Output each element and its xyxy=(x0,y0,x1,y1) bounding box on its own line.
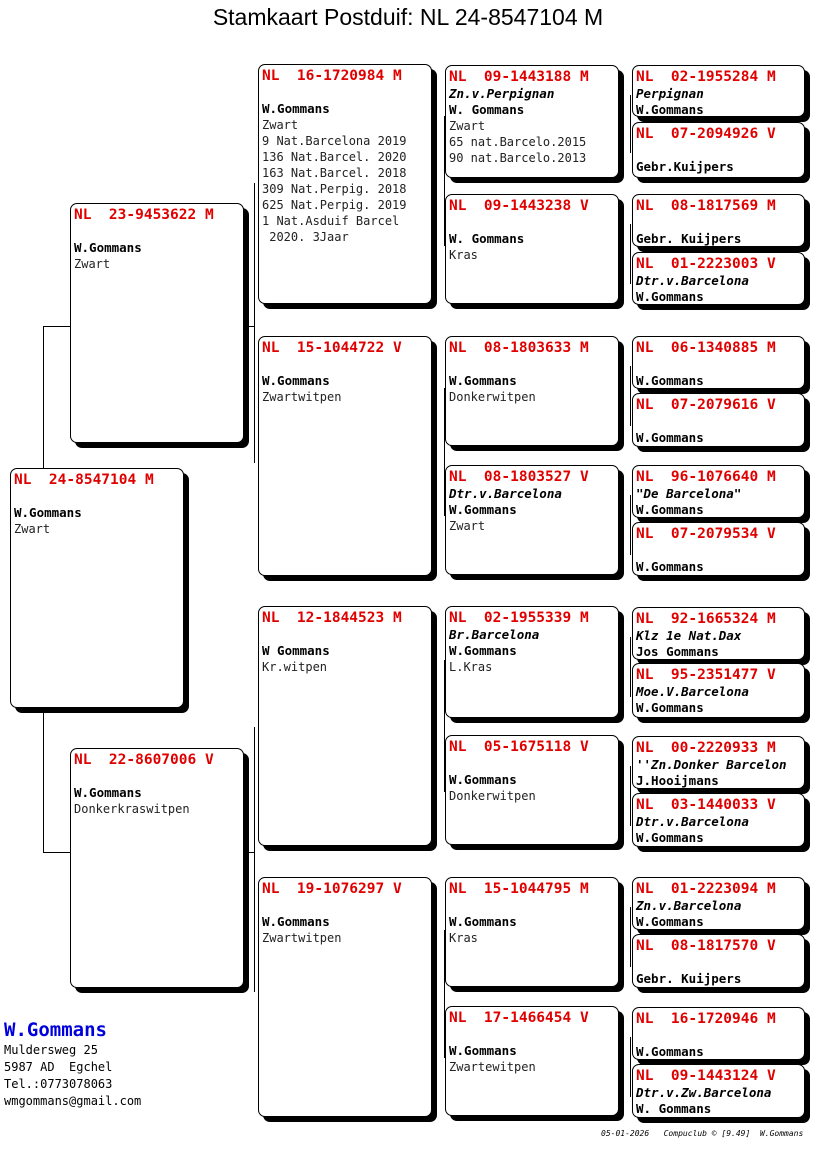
breeder-name: W.Gommans xyxy=(636,1044,704,1059)
pigeon-detail: Kras xyxy=(449,248,478,262)
breeder-name: W.Gommans xyxy=(449,643,517,658)
breeder-name: W Gommans xyxy=(262,643,330,658)
connector-line xyxy=(630,95,631,153)
ring-number: NL 08-1803633 M xyxy=(449,340,589,356)
spacer xyxy=(449,357,615,373)
pigeon-remark: Moe.V.Barcelona xyxy=(636,684,749,699)
ring-number: NL 16-1720946 M xyxy=(636,1011,776,1027)
pigeon-detail: 65 nat.Barcelo.2015 xyxy=(449,135,587,149)
pigeon-detail: 163 Nat.Barcel. 2018 xyxy=(262,166,407,180)
breeder-name: W.Gommans xyxy=(636,373,704,388)
ring-number: NL 07-2079616 V xyxy=(636,397,776,413)
ring-number: NL 16-1720984 M xyxy=(262,68,402,84)
breeder-name: W.Gommans xyxy=(74,785,142,800)
ring-number: NL 12-1844523 M xyxy=(262,610,402,626)
breeder-name: W.Gommans xyxy=(636,289,704,304)
ring-number: NL 09-1443124 V xyxy=(636,1068,776,1084)
pigeon-detail: L.Kras xyxy=(449,660,493,674)
spacer xyxy=(262,357,428,373)
pigeon-remark: Zn.v.Barcelona xyxy=(636,898,742,913)
owner-email: wmgommans@gmail.com xyxy=(4,1094,142,1108)
spacer xyxy=(636,1028,801,1044)
breeder-name: W.Gommans xyxy=(449,772,517,787)
ring-number: NL 09-1443238 V xyxy=(449,198,589,214)
pigeon-detail: Zwartewitpen xyxy=(449,1060,536,1074)
pigeon-card-gen4[interactable] xyxy=(632,122,805,178)
pigeon-card-gen2[interactable] xyxy=(258,64,432,304)
breeder-name: W.Gommans xyxy=(74,240,142,255)
pigeon-card-subject[interactable] xyxy=(10,468,184,708)
pigeon-remark: Dtr.v.Barcelona xyxy=(636,814,749,829)
connector-line xyxy=(245,852,254,853)
pigeon-detail: Kras xyxy=(449,931,478,945)
ring-number: NL 07-2079534 V xyxy=(636,526,776,542)
pigeon-card-gen2[interactable] xyxy=(258,877,432,1117)
spacer xyxy=(636,414,801,430)
pigeon-card-gen3[interactable] xyxy=(445,735,619,845)
pigeon-detail: Zwartwitpen xyxy=(262,390,342,404)
spacer xyxy=(14,489,180,505)
breeder-name: W. Gommans xyxy=(449,231,525,246)
pigeon-detail: 309 Nat.Perpig. 2018 xyxy=(262,182,407,196)
spacer xyxy=(262,627,428,643)
pigeon-detail: 90 nat.Barcelo.2013 xyxy=(449,151,587,165)
owner-phone: Tel.:0773078063 xyxy=(4,1077,113,1091)
owner-info xyxy=(4,1018,141,1110)
ring-number: NL 02-1955284 M xyxy=(636,69,776,85)
pigeon-remark: Dtr.v.Barcelona xyxy=(449,486,562,501)
breeder-name: W.Gommans xyxy=(636,700,704,715)
pigeon-card-gen4[interactable] xyxy=(632,793,805,847)
pigeon-remark: Dtr.v.Barcelona xyxy=(636,273,749,288)
connector-line xyxy=(43,852,70,853)
spacer xyxy=(449,1027,615,1043)
spacer xyxy=(636,955,801,971)
ring-number: NL 23-9453622 M xyxy=(74,207,214,223)
ring-number: NL 05-1675118 V xyxy=(449,739,589,755)
ring-number: NL 95-2351477 V xyxy=(636,667,776,683)
ring-number: NL 00-2220933 M xyxy=(636,740,776,756)
breeder-name: W.Gommans xyxy=(14,505,82,520)
owner-name: W.Gommans xyxy=(4,1019,107,1041)
pigeon-detail: Zwart xyxy=(14,522,51,536)
pigeon-remark: Perpignan xyxy=(636,86,704,101)
ring-number: NL 24-8547104 M xyxy=(14,472,154,488)
spacer xyxy=(74,769,240,785)
breeder-name: J.Hooijmans xyxy=(636,773,719,788)
connector-line xyxy=(630,366,631,426)
pigeon-detail: Kr.witpen xyxy=(262,660,328,674)
ring-number: NL 17-1466454 V xyxy=(449,1010,589,1026)
connector-line xyxy=(630,907,631,967)
connector-line xyxy=(254,727,255,992)
pigeon-detail: Donkerwitpen xyxy=(449,789,536,803)
pigeon-card-mother[interactable] xyxy=(70,748,244,988)
pigeon-card-gen4[interactable] xyxy=(632,194,805,247)
breeder-name: W.Gommans xyxy=(636,559,704,574)
spacer xyxy=(262,85,428,101)
connector-line xyxy=(630,495,631,555)
pigeon-card-gen3[interactable] xyxy=(445,65,619,178)
ring-number: NL 06-1340885 M xyxy=(636,340,776,356)
ring-number: NL 01-2223094 M xyxy=(636,881,776,897)
pigeon-detail: Zwart xyxy=(74,257,111,271)
spacer xyxy=(262,898,428,914)
pigeon-card-gen3[interactable] xyxy=(445,877,619,987)
connector-line xyxy=(630,637,631,697)
pigeon-detail: 9 Nat.Barcelona 2019 xyxy=(262,134,407,148)
pigeon-remark: Klz 1e Nat.Dax xyxy=(636,628,742,643)
pigeon-card-gen4[interactable] xyxy=(632,736,805,789)
pigeon-card-gen4[interactable] xyxy=(632,65,805,117)
pigeon-detail: Zwart xyxy=(449,119,486,133)
ring-number: NL 03-1440033 V xyxy=(636,797,776,813)
breeder-name: Jos Gommans xyxy=(636,644,719,659)
breeder-name: W.Gommans xyxy=(262,914,330,929)
breeder-name: W.Gommans xyxy=(636,914,704,929)
pigeon-card-gen3[interactable] xyxy=(445,465,619,575)
breeder-name: W.Gommans xyxy=(636,430,704,445)
ring-number: NL 15-1044795 M xyxy=(449,881,589,897)
ring-number: NL 22-8607006 V xyxy=(74,752,214,768)
breeder-name: Gebr. Kuijpers xyxy=(636,231,742,246)
owner-street: Muldersweg 25 xyxy=(4,1043,98,1057)
connector-line xyxy=(43,712,44,852)
connector-line xyxy=(43,326,44,468)
pigeon-card-gen4[interactable] xyxy=(632,393,805,447)
connector-line xyxy=(245,326,254,327)
breeder-name: W.Gommans xyxy=(262,373,330,388)
pigeon-remark: "De Barcelona" xyxy=(636,486,742,501)
pigeon-card-gen4[interactable] xyxy=(632,252,805,305)
spacer xyxy=(74,224,240,240)
ring-number: NL 01-2223003 V xyxy=(636,256,776,272)
ring-number: NL 02-1955339 M xyxy=(449,610,589,626)
pigeon-card-gen4[interactable] xyxy=(632,607,805,660)
pigeon-detail: 625 Nat.Perpig. 2019 xyxy=(262,198,407,212)
ring-number: NL 08-1817569 M xyxy=(636,198,776,214)
breeder-name: Gebr. Kuijpers xyxy=(636,971,742,986)
ring-number: NL 07-2094926 V xyxy=(636,126,776,142)
pigeon-card-gen4[interactable] xyxy=(632,336,805,389)
breeder-name: W. Gommans xyxy=(449,102,525,117)
pigeon-detail: Donkerwitpen xyxy=(449,390,536,404)
ring-number: NL 08-1803527 V xyxy=(449,469,589,485)
pigeon-card-gen4[interactable] xyxy=(632,1007,805,1060)
pigeon-remark: Zn.v.Perpignan xyxy=(449,86,555,101)
pigeon-remark: ''Zn.Donker Barcelon xyxy=(636,757,787,772)
page-title: Stamkaart Postduif: NL 24-8547104 M xyxy=(212,4,604,30)
pigeon-card-gen4[interactable] xyxy=(632,1064,805,1118)
pigeon-card-gen3[interactable] xyxy=(445,1006,619,1116)
owner-city: 5987 AD Egchel xyxy=(4,1060,113,1074)
pigeon-card-gen3[interactable] xyxy=(445,606,619,718)
spacer xyxy=(636,543,801,559)
connector-line xyxy=(630,1037,631,1097)
pigeon-card-gen4[interactable] xyxy=(632,522,805,576)
ring-number: NL 92-1665324 M xyxy=(636,611,776,627)
pigeon-card-gen4[interactable] xyxy=(632,934,805,988)
pigeon-card-gen4[interactable] xyxy=(632,877,805,930)
pigeon-card-father[interactable] xyxy=(70,203,244,443)
breeder-name: W.Gommans xyxy=(449,502,517,517)
pigeon-card-gen4[interactable] xyxy=(632,663,805,718)
spacer xyxy=(636,357,801,373)
connector-line xyxy=(630,224,631,284)
pigeon-card-gen3[interactable] xyxy=(445,194,619,304)
spacer xyxy=(449,215,615,231)
breeder-name: W.Gommans xyxy=(449,914,517,929)
breeder-name: W.Gommans xyxy=(636,502,704,517)
pigeon-remark: Br.Barcelona xyxy=(449,627,540,642)
connector-line xyxy=(630,766,631,826)
connector-line xyxy=(254,183,255,463)
pigeon-detail: Zwart xyxy=(449,519,486,533)
breeder-name: W. Gommans xyxy=(636,1101,712,1116)
ring-number: NL 19-1076297 V xyxy=(262,881,402,897)
pigeon-detail: Zwartwitpen xyxy=(262,931,342,945)
breeder-name: Gebr.Kuijpers xyxy=(636,159,734,174)
connector-line xyxy=(43,326,70,327)
pigeon-detail: 1 Nat.Asduif Barcel xyxy=(262,214,400,228)
ring-number: NL 08-1817570 V xyxy=(636,938,776,954)
footer-credit: 05-01-2026 Compuclub © [9.49] W.Gommans xyxy=(601,1129,804,1138)
spacer xyxy=(449,898,615,914)
ring-number: NL 09-1443188 M xyxy=(449,69,589,85)
spacer xyxy=(449,756,615,772)
breeder-name: W.Gommans xyxy=(636,830,704,845)
pigeon-detail: 136 Nat.Barcel. 2020 xyxy=(262,150,407,164)
breeder-name: W.Gommans xyxy=(636,102,704,117)
pigeon-card-gen2[interactable] xyxy=(258,606,432,846)
spacer xyxy=(636,143,801,159)
breeder-name: W.Gommans xyxy=(449,373,517,388)
breeder-name: W.Gommans xyxy=(262,101,330,116)
pigeon-detail: 2020. 3Jaar xyxy=(262,230,349,244)
ring-number: NL 96-1076640 M xyxy=(636,469,776,485)
pigeon-card-gen4[interactable] xyxy=(632,465,805,518)
pigeon-card-gen2[interactable] xyxy=(258,336,432,576)
pigeon-remark: Dtr.v.Zw.Barcelona xyxy=(636,1085,772,1100)
spacer xyxy=(636,215,801,231)
breeder-name: W.Gommans xyxy=(449,1043,517,1058)
ring-number: NL 15-1044722 V xyxy=(262,340,402,356)
pigeon-detail: Donkerkraswitpen xyxy=(74,802,190,816)
pigeon-detail: Zwart xyxy=(262,118,299,132)
pigeon-card-gen3[interactable] xyxy=(445,336,619,446)
